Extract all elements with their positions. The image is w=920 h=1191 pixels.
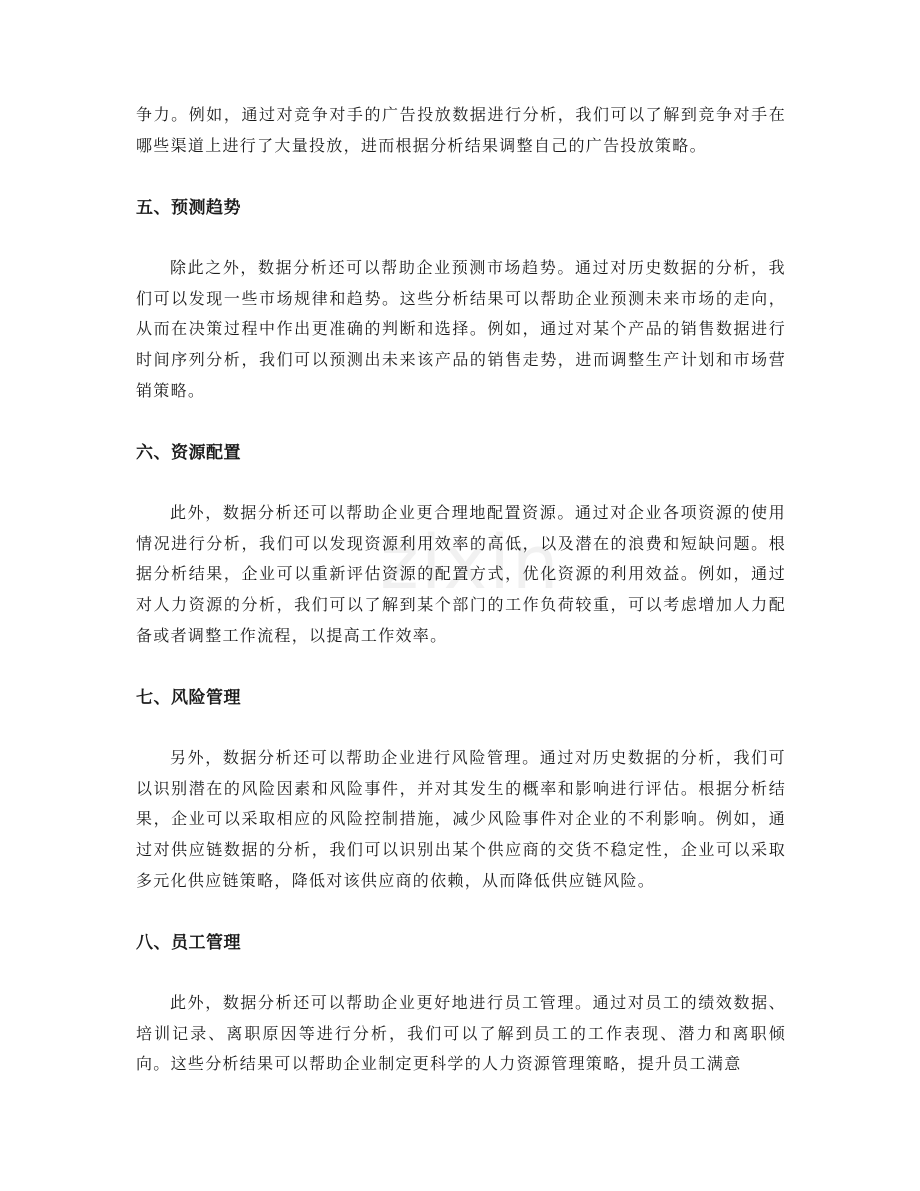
section-body-staff: 此外，数据分析还可以帮助企业更好地进行员工管理。通过对员工的绩效数据、培训记录、离职原因等进行分析，我们可以了解到员工的工作表现、潜力和离职倾向。这些分析结果可以帮助企业制定更科学的人力资源管理策略，提升员工满意 [136,993,786,1074]
watermark: zixin [380,520,561,606]
section-body-risk: 另外，数据分析还可以帮助企业进行风险管理。通过对历史数据的分析，我们可以识别潜在的风险因素和风险事件，并对其发生的概率和影响进行评估。根据分析结果，企业可以采取相应的风险控制措施，减少风险事件对企业的不利影响。例如，通过对供应链数据的分析，我们可以识别出某个供应商的交货不稳定性，企业可以采取多元化供应链策略，降低对该供应商的依赖，从而降低供应链风险。 [136,748,786,890]
section-heading-resources: 六、资源配置 [136,443,241,464]
section-heading-forecast: 五、预测趋势 [136,198,241,219]
section-body-resources: 此外，数据分析还可以帮助企业更合理地配置资源。通过对企业各项资源的使用情况进行分析，我们可以发现资源利用效率的高低，以及潜在的浪费和短缺问题。根据分析结果，企业可以重新评估资源的配置方式，优化资源的利用效益。例如，通过对人力资源的分析，我们可以了解到某个部门的工作负荷较重，可以考虑增加人力配备或者调整工作流程，以提高工作效率。 [136,503,786,645]
section-body-forecast: 除此之外，数据分析还可以帮助企业预测市场趋势。通过对历史数据的分析，我们可以发现一些市场规律和趋势。这些分析结果可以帮助企业预测未来市场的走向，从而在决策过程中作出更准确的判断和选择。例如，通过对某个产品的销售数据进行时间序列分析，我们可以预测出未来该产品的销售走势，进而调整生产计划和市场营销策略。 [136,258,786,400]
document-content [136,100,786,1080]
intro-paragraph: 争力。例如，通过对竞争对手的广告投放数据进行分析，我们可以了解到竞争对手在哪些渠道上进行了大量投放，进而根据分析结果调整自己的广告投放策略。 [136,105,786,155]
section-heading-staff: 八、员工管理 [136,933,241,954]
section-heading-risk: 七、风险管理 [136,688,241,709]
